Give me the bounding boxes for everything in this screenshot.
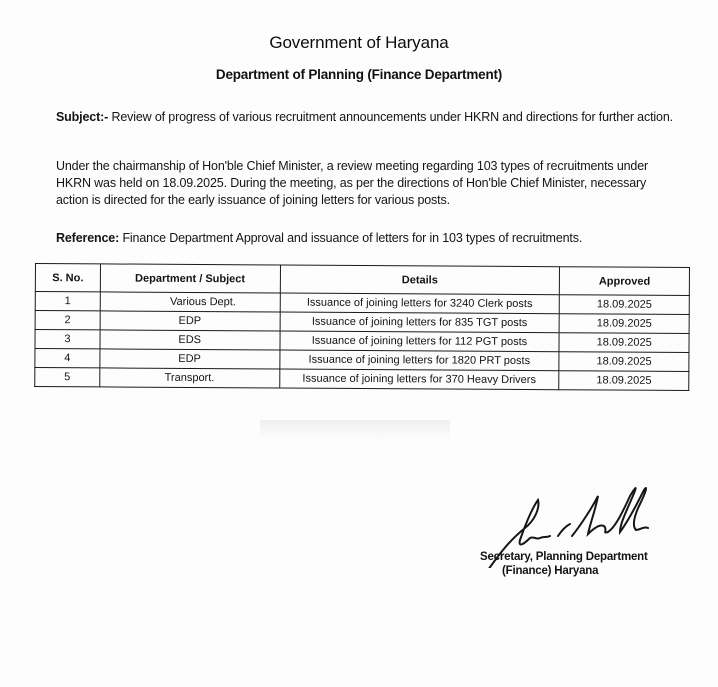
reference-label: Reference: — [56, 231, 120, 245]
recruitment-table — [34, 263, 690, 391]
cell-details: Issuance of joining letters for 1820 PRT posts — [279, 350, 559, 371]
signatory-office: (Finance) Haryana — [502, 565, 599, 577]
scan-smudge — [260, 420, 450, 440]
cell-sno: 3 — [35, 330, 100, 349]
reference-text: Finance Department Approval and issuance of letters for in 103 types of recruitments. — [119, 231, 583, 245]
table-header-row — [35, 264, 689, 296]
cell-department: Transport. — [100, 368, 280, 388]
subject-paragraph — [56, 109, 676, 126]
header-department: Department / Subject — [100, 264, 280, 293]
cell-approved: 18.09.2025 — [559, 314, 689, 334]
cell-sno: 1 — [35, 292, 100, 311]
signature-block — [470, 478, 690, 588]
subject-label: Subject:- — [56, 110, 109, 124]
table-row — [35, 368, 689, 391]
cell-sno: 4 — [35, 349, 100, 368]
cell-details: Issuance of joining letters for 835 TGT posts — [280, 312, 560, 333]
cell-sno: 2 — [35, 311, 100, 330]
signatory-title: Secretary, Planning Department — [480, 551, 648, 563]
reference-paragraph — [56, 230, 676, 247]
cell-approved: 18.09.2025 — [560, 295, 690, 315]
cell-sno: 5 — [35, 368, 100, 387]
cell-department: Various Dept. — [100, 292, 280, 312]
cell-department: EDS — [100, 330, 280, 350]
header-details: Details — [280, 265, 560, 295]
header-approved: Approved — [560, 267, 690, 296]
cell-approved: 18.09.2025 — [559, 333, 689, 353]
subject-text: Review of progress of various recruitment announcements under HKRN and directions for further action. — [108, 110, 673, 124]
document-title: Government of Haryana — [269, 33, 449, 52]
cell-department: EDP — [100, 349, 280, 369]
cell-details: Issuance of joining letters for 370 Heavy Drivers — [279, 369, 559, 390]
cell-details: Issuance of joining letters for 112 PGT posts — [280, 331, 560, 352]
cell-approved: 18.09.2025 — [559, 352, 689, 372]
body-paragraph: Under the chairmanship of Hon'ble Chief Minister, a review meeting regarding 103 types of recruitments under HKRN was held on 18.09.2025. During the meeting, as per the directions of Hon'ble Chief Minister, necessary action is directed for the early issuance of joining letters for various posts. — [56, 159, 649, 207]
cell-department: EDP — [100, 311, 280, 331]
header-sno: S. No. — [35, 264, 100, 292]
cell-details: Issuance of joining letters for 3240 Clerk posts — [280, 293, 560, 314]
cell-approved: 18.09.2025 — [559, 371, 689, 391]
document-subtitle: Department of Planning (Finance Department) — [215, 67, 503, 82]
